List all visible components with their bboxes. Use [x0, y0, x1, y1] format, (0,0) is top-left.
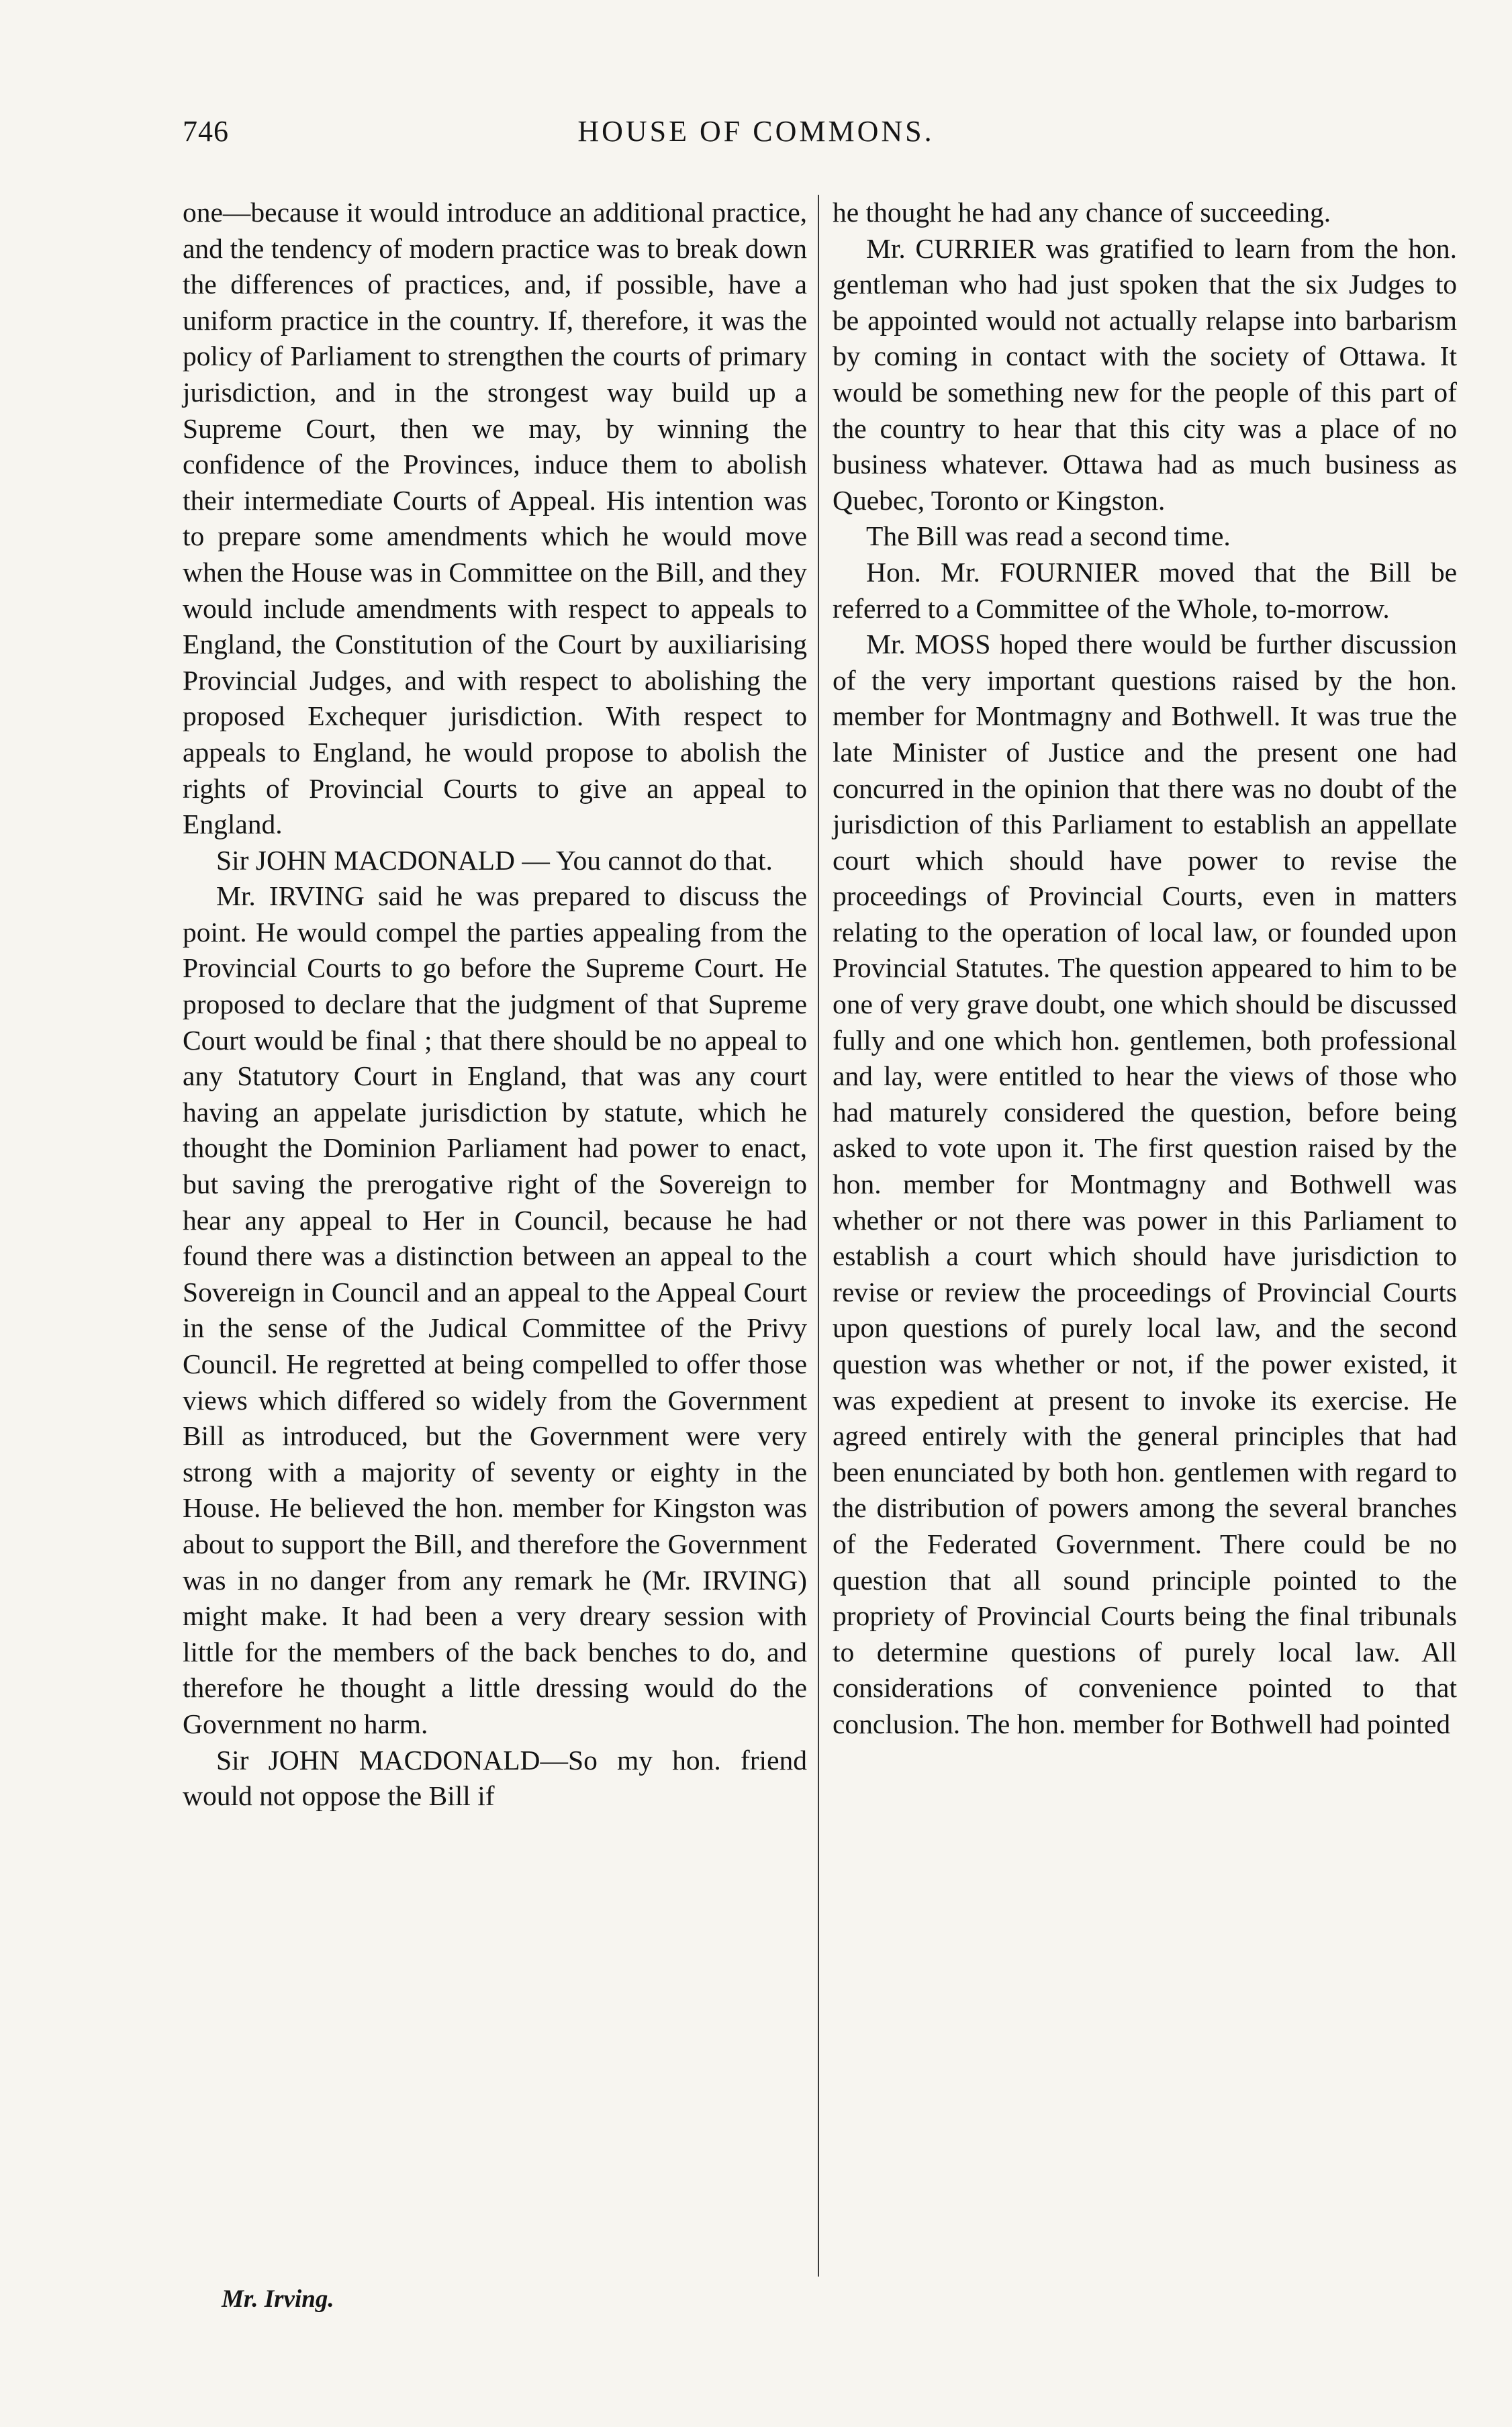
right-column — [833, 195, 1457, 1743]
paragraph-moss-speech: Mr. MOSS hoped there would be further discussion of the very important questions raised by the hon. member for Montmagny and Bothwell. It was true the late Minister of Justice and the present one had concurred in the opinion that there was no doubt of the jurisdiction of this Parliament to establish an appellate court which should have power to revise the proceedings of Provincial Courts, even in matters relating to the operation of local law, or founded upon Provincial Statutes. The question appeared to him to be one of very grave doubt, one which should be discussed fully and one which hon. gentlemen, both professional and lay, were entitled to hear the views of those who had maturely considered the question, before being asked to vote upon it. The first question raised by the hon. member for Montmagny and Bothwell was whether or not there was power in this Parliament to establish a court which should have jurisdiction to revise or review the proceedings of Provincial Courts upon questions of purely local law, and the second question was whether or not, if the power existed, it was expedient at present to invoke its exercise. He agreed entirely with the general principles that had been enunciated by both hon. gentlemen with regard to the distribution of powers among the several branches of the Federated Government. There could be no question that all sound principle pointed to the propriety of Provincial Courts being the final tribunals to determine questions of purely local law. All considerations of convenience pointed to that conclusion. The hon. member for Bothwell had pointed — [833, 629, 1457, 1739]
left-column — [183, 195, 807, 1815]
paragraph-macdonald-interjection: Sir JOHN MACDONALD — You cannot do that. — [216, 844, 773, 876]
running-title: HOUSE OF COMMONS. — [577, 115, 935, 148]
page-number: 746 — [183, 115, 229, 148]
paragraph-irving-speech: Mr. IRVING said he was prepared to discuss the point. He would compel the parties appealing from the Provincial Courts to go before the Supreme Court. He proposed to declare that the judgment of that Supreme Court would be final ; that there should be no appeal to any Statutory Court in England, that was any court having an appelate jurisdiction by statute, which he thought the Dominion Parliament had power to enact, but saving the prerogative right of the Sovereign to hear any appeal to Her in Council, because he had found there was a distinction between an appeal to the Sovereign in Council and an appeal to the Appeal Court in the sense of the Judical Committee of the Privy Council. He regretted at being compelled to offer those views which differed so widely from the Government Bill as introduced, but the Government were very strong with a majority of seventy or eighty in the House. He believed the hon. member for Kingston was about to support the Bill, and therefore the Government was in no danger from any remark he (Mr. IRVING) might make. It had been a very dreary session with little for the members of the back benches to do, and therefore he thought a little dressing would do the Government no harm. — [183, 880, 807, 1739]
paragraph-continued-right: he thought he had any chance of succeeding. — [833, 197, 1331, 228]
paragraph-fournier-motion: Hon. Mr. FOURNIER moved that the Bill be referred to a Committee of the Whole, to-morrow. — [833, 556, 1457, 624]
paragraph-currier: Mr. CURRIER was gratified to learn from the hon. gentleman who had just spoken that the six Judges to be appointed would not actually relapse into barbarism by coming in contact with the society of Ottawa. It would be something new for the people of this part of the country to hear that this city was a place of no business whatever. Ottawa had as much business as Quebec, Toronto or Kingston. — [833, 232, 1457, 516]
paragraph-second-reading: The Bill was read a second time. — [866, 520, 1231, 552]
paragraph-macdonald-reply: Sir JOHN MACDONALD—So my hon. friend would not oppose the Bill if — [183, 1744, 807, 1812]
footer-speaker-note: Mr. Irving. — [222, 2285, 334, 2313]
page-header — [0, 114, 1512, 161]
paragraph-continued: one—because it would introduce an additional practice, and the tendency of modern practice was to break down the differences of practices, and, if possible, have a uniform practice in the country. If, therefore, it was the policy of Parliament to strengthen the courts of primary jurisdiction, and in the strongest way build up a Supreme Court, then we may, by winning the confidence of the Provinces, induce them to abolish their intermediate Courts of Appeal. His intention was to prepare some amendments which he would move when the House was in Committee on the Bill, and they would include amendments with respect to appeals to England, the Constitution of the Court by auxiliarising Provincial Judges, and with respect to abolishing the proposed Exchequer jurisdiction. With respect to appeals to England, he would propose to abolish the rights of Provincial Courts to give an appeal to England. — [183, 197, 807, 840]
column-divider — [818, 195, 819, 2277]
